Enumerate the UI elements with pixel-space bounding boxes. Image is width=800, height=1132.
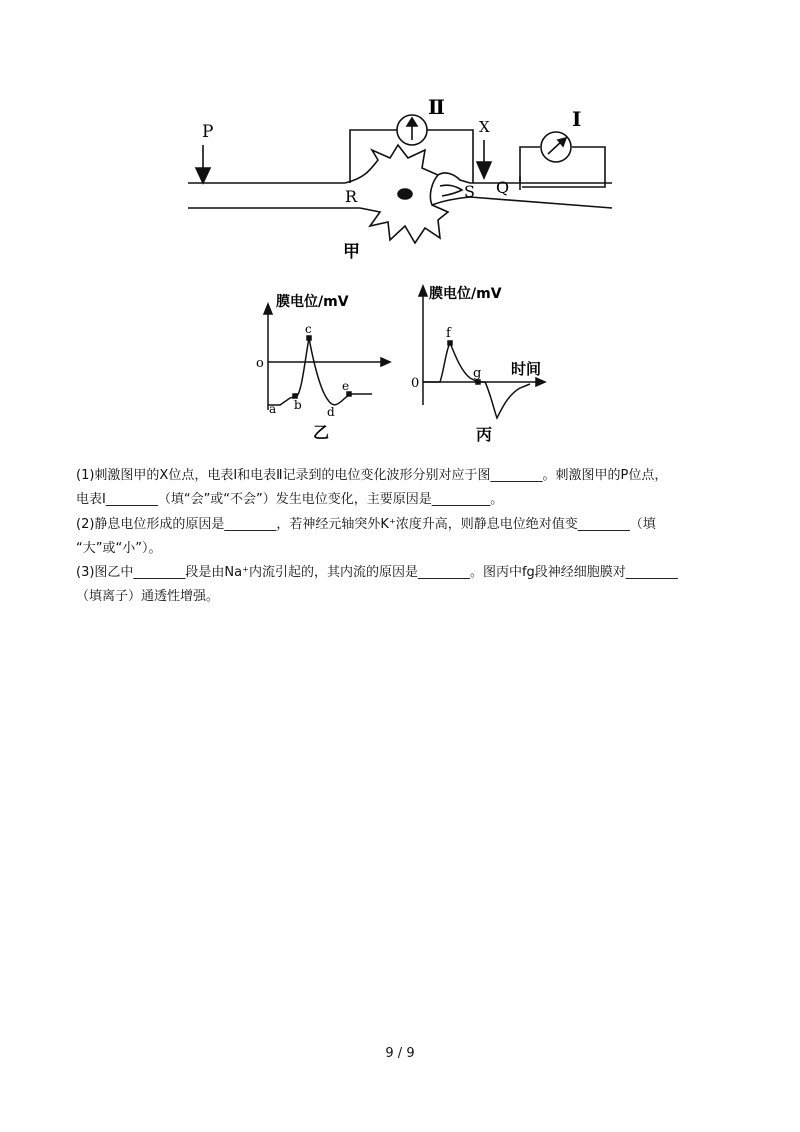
label-s: S	[464, 182, 475, 201]
figure-area	[0, 0, 800, 460]
figure-yi	[264, 304, 390, 410]
nucleus-shape	[398, 189, 412, 199]
meter-i-left-wire	[520, 147, 540, 183]
label-q: Q	[496, 178, 510, 197]
question-3-line-1: (3)图乙中________段是由Na⁺内流引起的，其内流的原因是________。图丙中fg段神经细胞膜对________	[76, 565, 678, 580]
label-r: R	[345, 187, 358, 206]
arrow-x-head	[477, 162, 491, 178]
question-2-line-1: (2)静息电位形成的原因是________，若神经元轴突外K⁺浓度升高，则静息电位绝对值变________（填	[76, 517, 656, 532]
question-2-line-2: “大”或“小”）。	[76, 541, 162, 556]
yi-point-c: c	[305, 322, 312, 336]
yi-point-d: d	[327, 405, 335, 419]
yi-point-b: b	[294, 398, 302, 412]
caption-bing: 丙	[476, 425, 493, 444]
question-1-line-1: (1)刺激图甲的X位点，电表Ⅰ和电表Ⅱ记录到的电位变化波形分别对应于图________。刺激图甲的P位点，	[76, 468, 668, 483]
bing-zero-label: 0	[411, 376, 420, 391]
bing-point-g: g	[473, 366, 482, 381]
meter-i-label: I	[572, 107, 582, 131]
yi-zero-label: o	[256, 356, 264, 371]
figure-bing	[419, 286, 545, 418]
caption-yi: 乙	[313, 423, 330, 442]
bing-xlabel: 时间	[511, 360, 542, 378]
label-x: X	[479, 118, 490, 136]
page-number: 9 / 9	[385, 1046, 415, 1061]
yi-curve	[268, 338, 372, 405]
figure-jia	[188, 115, 612, 243]
meter-ii-label: Ⅱ	[428, 95, 445, 119]
question-1-line-2: 电表Ⅰ________（填“会”或“不会”）发生电位变化，主要原因是_________。	[76, 492, 504, 507]
bing-ylabel: 膜电位/mV	[429, 286, 502, 302]
yi-point-a: a	[269, 402, 277, 416]
meter-i-right-wire	[522, 147, 605, 187]
cell-body-shape	[345, 145, 448, 243]
caption-jia: 甲	[343, 242, 360, 262]
label-p: P	[202, 122, 214, 142]
question-3-line-2: （填离子）通透性增强。	[76, 589, 220, 604]
bing-point-f: f	[446, 326, 451, 341]
arrow-p-head	[196, 168, 210, 183]
meter-ii-right-wire	[427, 130, 473, 183]
yi-point-e: e	[342, 379, 350, 393]
yi-ylabel: 膜电位/mV	[276, 294, 349, 310]
meter-ii-left-wire	[350, 130, 397, 183]
